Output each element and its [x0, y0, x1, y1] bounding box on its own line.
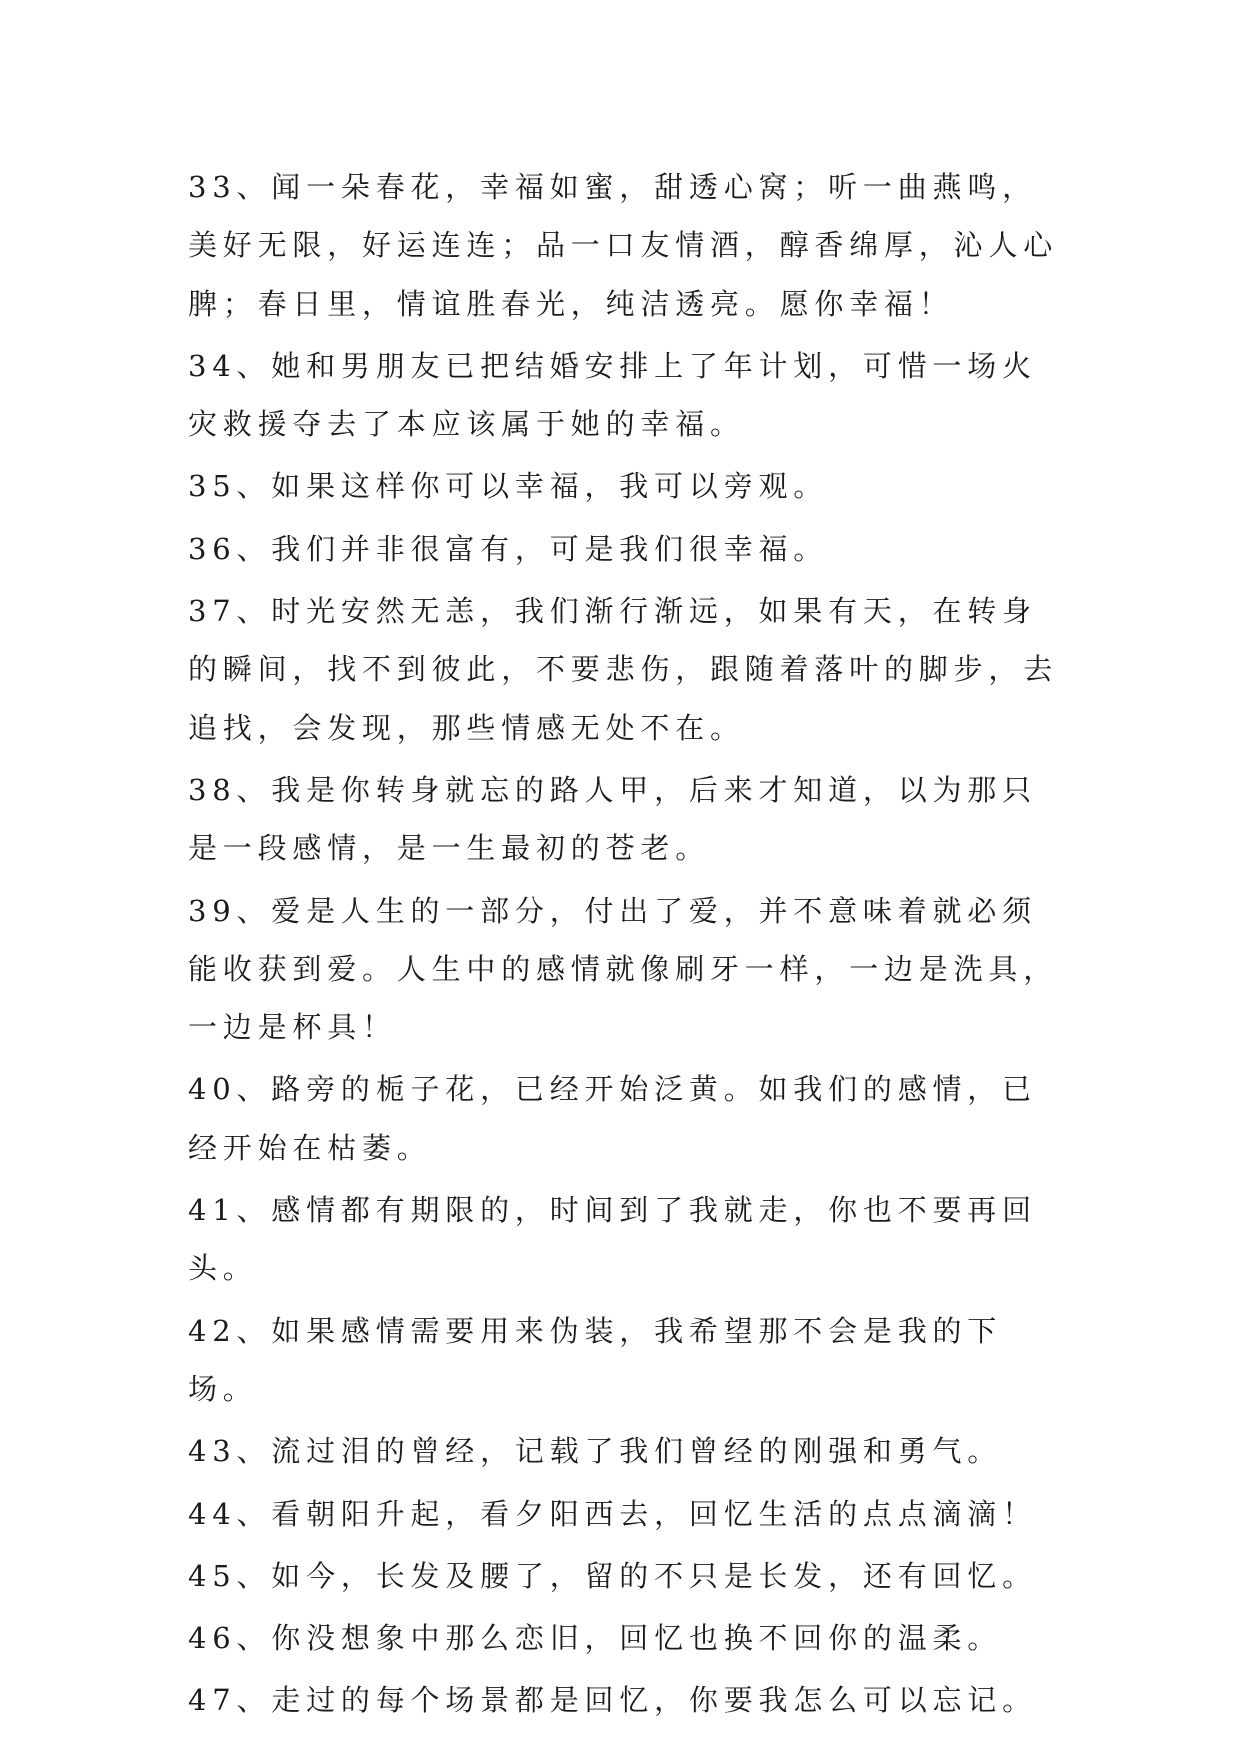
entry-40: 40、路旁的栀子花，已经开始泛黄。如我们的感情，已经开始在枯萎。: [188, 1072, 1037, 1165]
entry-44: 44、看朝阳升起，看夕阳西去，回忆生活的点点滴滴！: [188, 1496, 1037, 1531]
entry-33: 33、闻一朵春花，幸福如蜜，甜透心窝；听一曲燕鸣，美好无限，好运连连；品一口友情酒，醇香绵厚，沁人心脾；春日里，情谊胜春光，纯洁透亮。愿你幸福！: [188, 170, 1059, 321]
entry-36: 36、我们并非很富有，可是我们很幸福。: [188, 531, 829, 566]
entry-37: 37、时光安然无恙，我们渐行渐远，如果有天，在转身的瞬间，找不到彼此，不要悲伤，跟随着落叶的脚步，去追找，会发现，那些情感无处不在。: [188, 594, 1059, 745]
entry-46: 46、你没想象中那么恋旧，回忆也换不回你的温柔。: [188, 1621, 1003, 1656]
entry-34: 34、她和男朋友已把结婚安排上了年计划，可惜一场火灾救援夺去了本应该属于她的幸福。: [188, 348, 1037, 442]
entry-41: 41、感情都有期限的，时间到了我就走，你也不要再回头。: [188, 1193, 1037, 1286]
entry-47: 47、走过的每个场景都是回忆，你要我怎么可以忘记。: [188, 1683, 1037, 1718]
entry-45: 45、如今，长发及腰了，留的不只是长发，还有回忆。: [188, 1558, 1037, 1593]
entry-38: 38、我是你转身就忘的路人甲，后来才知道，以为那只是一段感情，是一生最初的苍老。: [188, 772, 1037, 866]
entry-35: 35、如果这样你可以幸福，我可以旁观。: [188, 469, 829, 504]
entry-39: 39、爱是人生的一部分，付出了爱，并不意味着就必须能收获到爱。人生中的感情就像刷牙一样，一边是洗具，一边是杯具！: [188, 893, 1059, 1045]
entry-42: 42、如果感情需要用来伪装，我希望那不会是我的下场。: [188, 1313, 1003, 1406]
document-body: [188, 158, 1068, 1734]
entry-43: 43、流过泪的曾经，记载了我们曾经的刚强和勇气。: [188, 1434, 1003, 1469]
